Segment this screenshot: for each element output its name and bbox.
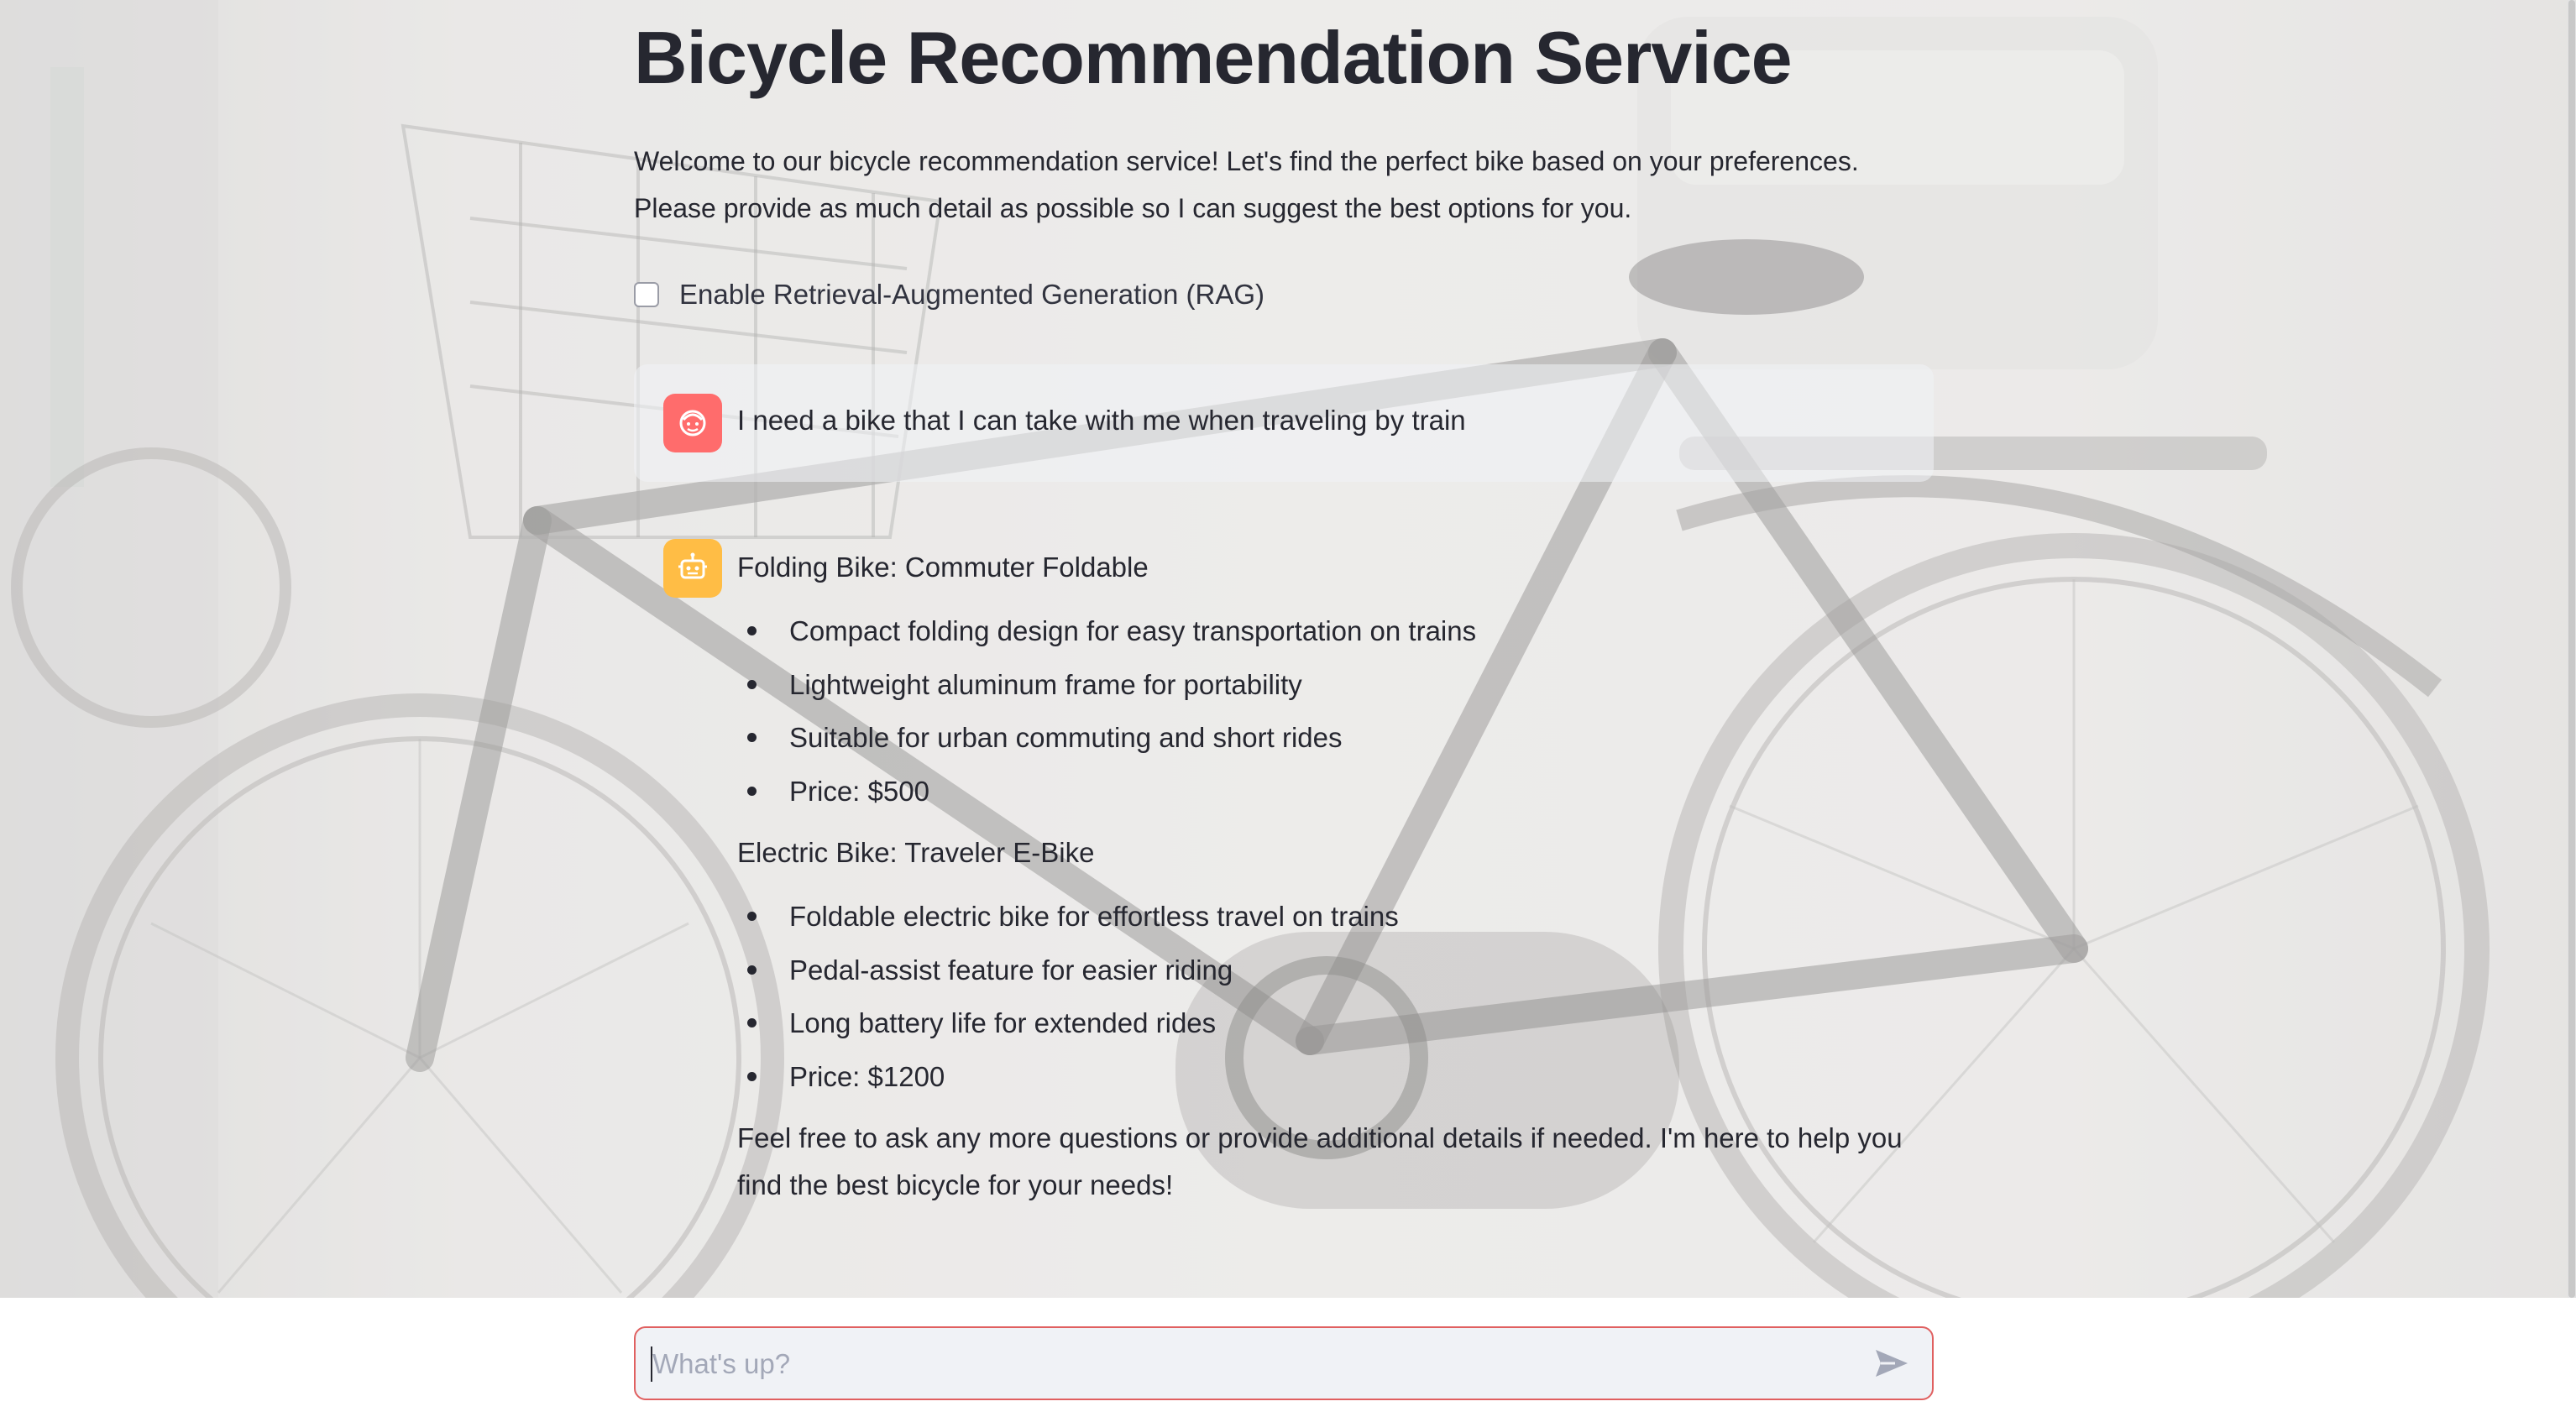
list-item-text: Compact folding design for easy transportation on trains	[789, 615, 1477, 646]
list-item	[737, 765, 1929, 818]
bullet-dot	[747, 965, 757, 975]
option-bullet-list	[737, 604, 1929, 818]
user-message-text: I need a bike that I can take with me when traveling by train	[737, 405, 1466, 436]
text-caret	[651, 1346, 652, 1382]
scrollbar-thumb[interactable]	[2568, 0, 2575, 1298]
assistant-closing-text: Feel free to ask any more questions or provide additional details if needed. I'm here to help you find the best bicycle for your needs!	[737, 1122, 1903, 1200]
rag-checkbox[interactable]	[634, 282, 659, 307]
list-item-text: Suitable for urban commuting and short rides	[789, 722, 1343, 753]
chat-input-container[interactable]	[634, 1326, 1934, 1400]
option-bullet-list	[737, 890, 1929, 1103]
option-heading: Electric Bike: Traveler E-Bike	[737, 837, 1095, 868]
bullet-dot	[747, 1072, 757, 1081]
list-item-text: Long battery life for extended rides	[789, 1007, 1217, 1038]
list-item-text: Pedal-assist feature for easier riding	[789, 954, 1233, 986]
bullet-dot	[747, 912, 757, 921]
list-item	[737, 996, 1929, 1050]
bullet-dot	[747, 733, 757, 742]
bullet-dot	[747, 680, 757, 689]
list-item	[737, 944, 1929, 997]
list-item	[737, 1050, 1929, 1104]
rag-toggle[interactable]	[634, 279, 1264, 311]
list-item-text: Price: $500	[789, 775, 929, 807]
user-face-icon	[663, 394, 722, 452]
list-item	[737, 890, 1929, 944]
list-item-text: Lightweight aluminum frame for portability	[789, 668, 1302, 700]
list-item-text: Foldable electric bike for effortless travel on trains	[789, 901, 1399, 932]
bullet-dot	[747, 1018, 757, 1027]
list-item	[737, 711, 1929, 765]
assistant-message-body	[737, 544, 1929, 1209]
user-chat-message	[634, 364, 1934, 482]
scrollbar[interactable]	[2568, 0, 2576, 1298]
list-item-text: Price: $1200	[789, 1060, 945, 1092]
bullet-dot	[747, 787, 757, 796]
rag-toggle-label: Enable Retrieval-Augmented Generation (RAG)	[679, 279, 1265, 310]
list-item	[737, 658, 1929, 712]
list-item	[737, 604, 1929, 658]
intro-text: Welcome to our bicycle recommendation service! Let's find the perfect bike based on your preferences. Please provide as much detail as possible so I can suggest the best options for you.	[634, 146, 1859, 223]
robot-icon	[663, 539, 722, 598]
send-arrow-icon	[1873, 1346, 1910, 1380]
bullet-dot	[747, 626, 757, 635]
option-heading: Folding Bike: Commuter Foldable	[737, 552, 1149, 583]
page-title: Bicycle Recommendation Service	[634, 16, 1792, 99]
chat-input[interactable]	[651, 1328, 1830, 1400]
send-button[interactable]	[1873, 1346, 1910, 1380]
